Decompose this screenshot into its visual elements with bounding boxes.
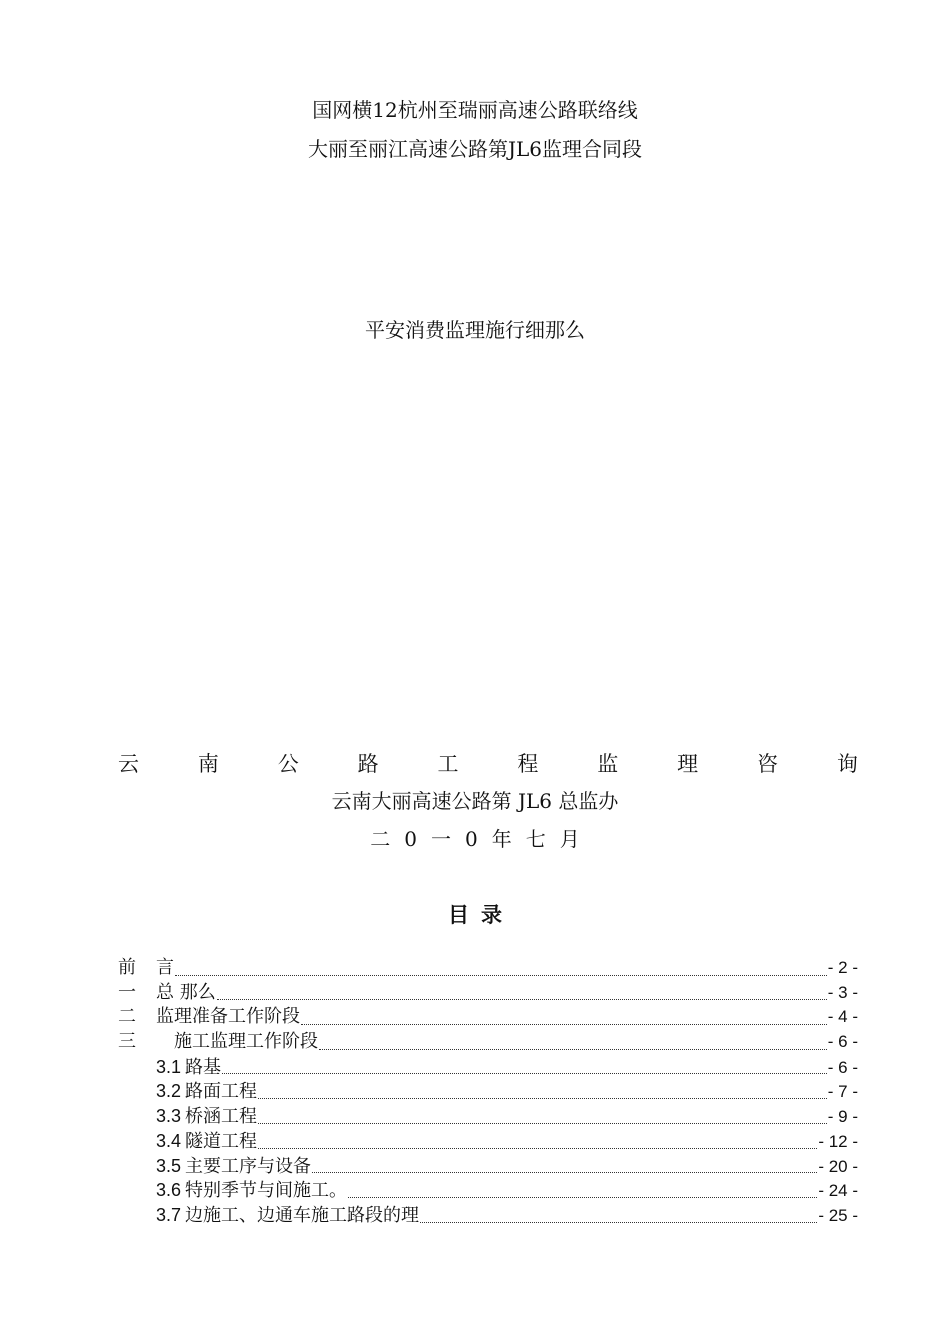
toc-entry-text: 特别季节与间施工。 (185, 1180, 348, 1202)
company-char: 询 (836, 752, 858, 776)
toc-entry[interactable] (118, 956, 858, 981)
toc-page-number: - 25 - (818, 1205, 858, 1225)
toc-entry-text: 路面工程 (185, 1081, 258, 1103)
toc-entry-text: 主要工序与设备 (185, 1155, 312, 1177)
toc-page-number: - 6 - (827, 1032, 858, 1052)
toc-entry-text: 边施工、边通车施工路段的理 (185, 1204, 420, 1226)
toc-entry[interactable] (118, 1129, 858, 1154)
toc-entry-text: 言 (156, 957, 174, 978)
toc-dot-leader (420, 1208, 817, 1223)
company-char: 监 (597, 752, 619, 776)
date-char: 0 (465, 827, 478, 851)
toc-entry-label (118, 1154, 311, 1179)
company-char: 公 (277, 752, 299, 776)
toc-entry[interactable] (118, 1005, 858, 1030)
toc-page-number: - 12 - (818, 1131, 858, 1151)
toc-entry[interactable] (118, 1030, 858, 1055)
toc-entry-label (118, 956, 174, 980)
toc-entry[interactable] (118, 1203, 858, 1228)
toc-entry-text: 隧道工程 (185, 1130, 258, 1152)
date-char: 月 (559, 827, 580, 851)
company-char: 路 (357, 752, 379, 776)
toc-entry-number: 3.5 (156, 1155, 182, 1176)
toc-entry-label (118, 1203, 419, 1228)
table-of-contents (118, 956, 858, 1228)
toc-entry-text: 监理准备工作阶段 (156, 1006, 300, 1028)
toc-page-number: - 20 - (818, 1156, 858, 1176)
toc-entry-number: 二 (118, 1006, 136, 1028)
toc-entry[interactable] (118, 1079, 858, 1104)
date-char: 一 (431, 827, 451, 851)
toc-entry[interactable] (118, 981, 858, 1006)
toc-entry-number: 三 (118, 1031, 136, 1053)
toc-entry-label (118, 1079, 257, 1104)
toc-page-number: - 6 - (827, 1057, 858, 1077)
toc-dot-leader (319, 1035, 827, 1050)
toc-entry-label (118, 1104, 257, 1129)
toc-entry[interactable] (118, 1055, 858, 1080)
company-name (118, 751, 858, 777)
date-char: 二 (370, 827, 391, 851)
toc-entry-text: 桥涵工程 (185, 1106, 258, 1128)
project-line-2: 大丽至丽江高速公路第JL6监理合同段 (307, 137, 643, 161)
toc-entry-number: 3.3 (156, 1106, 182, 1127)
toc-dot-leader (175, 961, 827, 976)
toc-dot-leader (222, 1059, 827, 1074)
toc-dot-leader (258, 1084, 827, 1099)
toc-dot-leader (348, 1183, 817, 1198)
toc-dot-leader (312, 1158, 817, 1173)
toc-dot-leader (217, 985, 827, 1000)
document-date (0, 826, 950, 852)
toc-entry-label (118, 981, 216, 1005)
company-char: 程 (517, 752, 539, 776)
toc-page-number: - 3 - (827, 982, 858, 1002)
toc-entry-number: 3.6 (156, 1180, 182, 1201)
date-char: 七 (525, 827, 546, 851)
toc-entry-label (118, 1030, 318, 1054)
toc-entry-label (118, 1129, 257, 1154)
toc-dot-leader (258, 1134, 817, 1149)
toc-entry[interactable] (118, 1178, 858, 1203)
toc-entry-number: 前 (118, 957, 136, 978)
toc-entry-number: 3.7 (156, 1204, 182, 1225)
toc-page-number: - 24 - (818, 1181, 858, 1201)
toc-dot-leader (301, 1010, 827, 1025)
toc-entry-text: 总 那么 (156, 981, 216, 1003)
toc-page-number: - 4 - (827, 1007, 858, 1027)
document-title: 平安消费监理施行细那么 (365, 318, 585, 342)
toc-entry-number: 3.2 (156, 1081, 182, 1102)
date-char: 年 (491, 827, 512, 851)
toc-entry[interactable] (118, 1154, 858, 1179)
toc-entry[interactable] (118, 1104, 858, 1129)
project-line-1: 国网横12杭州至瑞丽高速公路联络线 (312, 98, 638, 122)
toc-entry-label (118, 1005, 300, 1029)
toc-page-number: - 7 - (827, 1082, 858, 1102)
company-char: 云 (118, 752, 139, 776)
toc-entry-text: 路基 (185, 1056, 222, 1078)
office-name: 云南大丽高速公路第 JL6 总监办 (331, 789, 619, 813)
company-char: 理 (677, 752, 699, 776)
toc-entry-label (118, 1055, 221, 1080)
date-char: 0 (404, 827, 417, 851)
toc-entry-label (118, 1178, 347, 1203)
toc-dot-leader (258, 1109, 827, 1124)
toc-entry-number: 一 (118, 981, 136, 1003)
toc-page-number: - 2 - (827, 958, 858, 977)
toc-page-number: - 9 - (827, 1107, 858, 1127)
company-char: 南 (197, 752, 219, 776)
toc-entry-number: 3.1 (156, 1056, 182, 1077)
company-char: 工 (437, 752, 459, 776)
company-char: 咨 (757, 752, 778, 776)
toc-entry-text: 施工监理工作阶段 (156, 1031, 318, 1053)
toc-title: 目录 (448, 902, 514, 927)
toc-entry-number: 3.4 (156, 1130, 182, 1151)
